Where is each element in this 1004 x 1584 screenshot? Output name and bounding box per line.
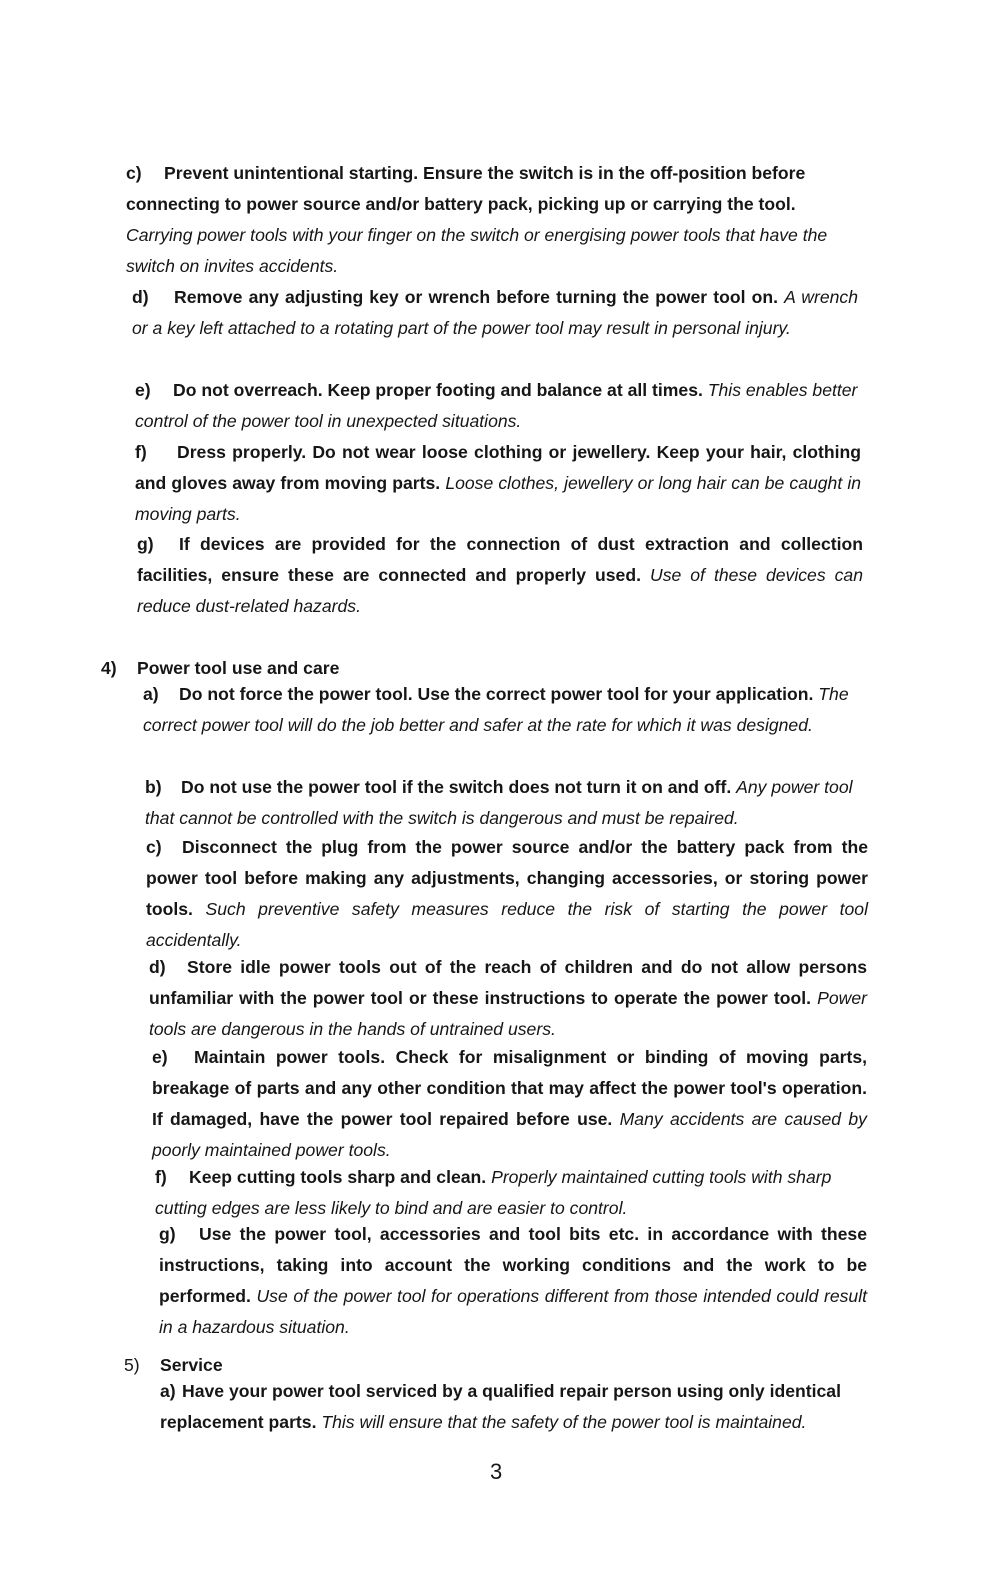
- item-label: c): [146, 837, 162, 857]
- item-explanation: Loose clothes, jewellery or long hair can be caught in moving parts.: [135, 473, 862, 524]
- item-explanation: Carrying power tools with your finger on the switch or energising power tools that have the switch on invites accidents.: [126, 225, 828, 276]
- safety-item-4a: [143, 679, 867, 741]
- safety-item-4d: [149, 952, 867, 1045]
- section-title: Power tool use and care: [137, 658, 340, 678]
- section-title: Service: [160, 1355, 223, 1375]
- item-label: e): [135, 380, 151, 400]
- section-number: 5): [124, 1355, 140, 1375]
- item-explanation: Power tools are dangerous in the hands of untrained users.: [149, 988, 867, 1039]
- section-5-heading: [124, 1353, 223, 1377]
- safety-item-3d: [132, 282, 858, 344]
- item-warning: Remove any adjusting key or wrench before turning the power tool on.: [174, 287, 778, 307]
- safety-item-4b: [145, 772, 869, 834]
- item-label: g): [137, 534, 154, 554]
- item-explanation: This will ensure that the safety of the power tool is maintained.: [321, 1412, 807, 1432]
- item-label: e): [152, 1047, 168, 1067]
- item-warning: Store idle power tools out of the reach of children and do not allow persons unfamiliar with the power tool or these instructions to operate the power tool.: [149, 957, 867, 1008]
- item-warning: Keep cutting tools sharp and clean.: [189, 1167, 487, 1187]
- item-warning: Maintain power tools. Check for misalignment or binding of moving parts, breakage of parts and any other condition that may affect the power tool's operation. If damaged, have the power tool repaired before use.: [152, 1047, 867, 1129]
- section-number: 4): [101, 658, 117, 678]
- item-label: b): [145, 777, 162, 797]
- item-explanation: This enables better control of the power tool in unexpected situations.: [135, 380, 858, 431]
- page-number: 3: [490, 1459, 503, 1484]
- section-4-heading: [101, 656, 339, 680]
- item-explanation: Many accidents are caused by poorly maintained power tools.: [152, 1109, 867, 1160]
- item-explanation: The correct power tool will do the job better and safer at the rate for which it was designed.: [143, 684, 849, 735]
- item-warning: Do not use the power tool if the switch does not turn it on and off.: [181, 777, 732, 797]
- item-warning: Prevent unintentional starting. Ensure the switch is in the off-position before connecting to power source and/or battery pack, picking up or carrying the tool.: [126, 163, 806, 214]
- item-label: a): [160, 1381, 176, 1401]
- safety-item-3e: [135, 375, 861, 437]
- item-explanation: Such preventive safety measures reduce the risk of starting the power tool accidentally.: [146, 899, 868, 950]
- item-warning: Do not overreach. Keep proper footing and balance at all times.: [173, 380, 703, 400]
- safety-item-3f: [135, 437, 861, 530]
- item-label: d): [132, 287, 149, 307]
- item-explanation: Properly maintained cutting tools with sharp cutting edges are less likely to bind and are easier to control.: [155, 1167, 832, 1218]
- item-explanation: Any power tool that cannot be controlled with the switch is dangerous and must be repaired.: [145, 777, 853, 828]
- item-label: d): [149, 957, 166, 977]
- item-label: f): [135, 442, 147, 462]
- item-label: c): [126, 163, 142, 183]
- item-warning: Disconnect the plug from the power source and/or the battery pack from the power tool before making any adjustments, changing accessories, or storing power tools.: [146, 837, 868, 919]
- item-explanation: Use of these devices can reduce dust-related hazards.: [137, 565, 863, 616]
- safety-item-3g: [137, 529, 863, 622]
- item-explanation: A wrench or a key left attached to a rotating part of the power tool may result in personal injury.: [132, 287, 859, 338]
- item-warning: Dress properly. Do not wear loose clothing or jewellery. Keep your hair, clothing and gloves away from moving parts.: [135, 442, 861, 493]
- safety-item-4e: [152, 1042, 867, 1166]
- safety-item-4f: [155, 1162, 867, 1224]
- item-explanation: Use of the power tool for operations different from those intended could result in a hazardous situation.: [159, 1286, 867, 1337]
- item-label: g): [159, 1224, 176, 1244]
- item-label: f): [155, 1167, 167, 1187]
- safety-item-4g: [159, 1219, 867, 1343]
- service-item-5a: [160, 1376, 868, 1438]
- item-warning: Use the power tool, accessories and tool bits etc. in accordance with these instructions, taking into account the working conditions and the work to be performed.: [159, 1224, 867, 1306]
- item-label: a): [143, 684, 159, 704]
- safety-item-3c: [126, 158, 858, 282]
- item-warning: Do not force the power tool. Use the correct power tool for your application.: [179, 684, 814, 704]
- safety-item-4c: [146, 832, 868, 956]
- item-warning: Have your power tool serviced by a qualified repair person using only identical replacement parts.: [160, 1381, 841, 1432]
- item-warning: If devices are provided for the connection of dust extraction and collection facilities, ensure these are connected and properly used.: [137, 534, 863, 585]
